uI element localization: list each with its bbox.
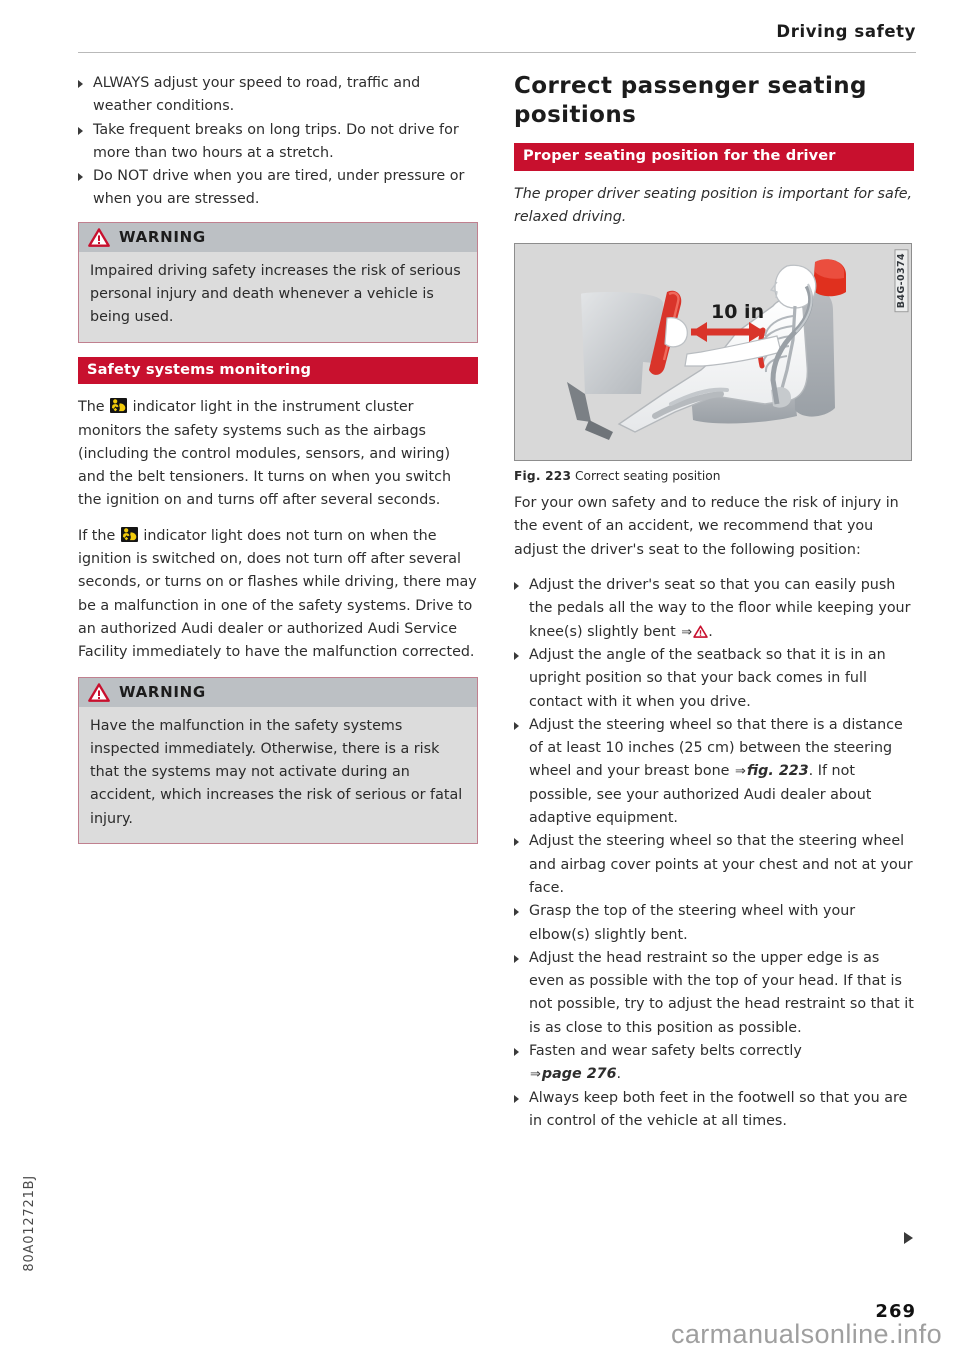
warning-triangle-icon	[693, 625, 708, 638]
bullet-triangle-icon	[514, 652, 519, 660]
paragraph-indicator-light-malfunction	[78, 525, 478, 665]
warning-triangle-icon	[88, 228, 110, 247]
list-item-text: Fasten and wear safety belts correctly	[529, 1043, 802, 1060]
reference-arrow-icon: ⇒	[530, 1067, 541, 1083]
list-item	[78, 119, 478, 166]
list-item	[514, 830, 914, 900]
list-item	[78, 165, 478, 212]
cross-reference-link[interactable]: page 276	[541, 1066, 617, 1083]
list-item-text: ALWAYS adjust your speed to road, traffic and weather conditions.	[93, 75, 421, 115]
list-item	[78, 72, 478, 119]
left-column	[78, 72, 478, 858]
list-item-text: Adjust the steering wheel so that the steering wheel and airbag cover points at your chest and not at your face.	[529, 833, 913, 896]
figure-caption-text: Correct seating position	[575, 469, 721, 484]
warning-triangle-icon	[88, 683, 110, 702]
list-item-tail: .	[708, 623, 713, 640]
page-title: Driving safety	[776, 22, 916, 41]
list-item	[514, 900, 914, 947]
site-watermark: carmanualsonline.info	[670, 1319, 942, 1349]
list-item-text: Take frequent breaks on long trips. Do not drive for more than two hours at a stretch.	[93, 121, 459, 161]
airbag-indicator-icon	[110, 398, 127, 413]
paragraph-text-end: indicator light does not turn on when the ignition is switched on, does not turn off after several seconds, or turns on or flashes while driving, there may be a malfunction in one of the safety systems. Drive to an authorized Audi dealer or authorized Audi Service Facility immediately to have the malfunction corrected.	[78, 527, 477, 661]
list-item-text: Adjust the steering wheel so that there is a distance of at least 10 inches (25 cm) between the steering wheel and your breast bone	[529, 716, 903, 780]
bullet-triangle-icon	[514, 1095, 519, 1103]
list-item-tail: . If not possible, see your authorized Audi dealer about adaptive equipment.	[529, 763, 872, 827]
warning-box-header	[79, 223, 477, 252]
seating-position-illustration	[515, 244, 911, 460]
paragraph-text-end: indicator light in the instrument cluster monitors the safety systems such as the airbags (including the control modules, sensors, and wiring) and the belt tensioners. It turns on when you switch the ignition on and turns off after several seconds.	[78, 399, 452, 509]
list-item-text: Adjust the head restraint so the upper edge is as even as possible with the top of your head. If that is not possible, try to adjust the head restraint so that it is as close to this position as possible.	[529, 949, 914, 1036]
list-item-text: Adjust the driver's seat so that you can easily push the pedals all the way to the floor while keeping your knee(s) slightly bent	[529, 577, 911, 640]
subhead-proper-seating-position: Proper seating position for the driver	[514, 143, 914, 171]
list-item	[514, 947, 914, 1040]
warning-box-title: WARNING	[119, 228, 206, 247]
bullet-triangle-icon	[514, 582, 519, 590]
bullet-triangle-icon	[514, 1048, 519, 1056]
warning-box-body: Impaired driving safety increases the risk of serious personal injury and death whenever a vehicle is being used.	[79, 252, 477, 342]
seating-adjustment-bullet-list	[514, 574, 914, 1133]
list-item	[514, 1087, 914, 1134]
figure-caption-label: Fig. 223	[514, 469, 572, 484]
intro-paragraph: The proper driver seating position is important for safe, relaxed driving.	[514, 185, 913, 225]
subhead-safety-systems-monitoring: Safety systems monitoring	[78, 357, 478, 385]
bullet-triangle-icon	[514, 955, 519, 963]
document-part-number: 80A012721BJ	[22, 1175, 37, 1272]
airbag-indicator-icon	[121, 527, 138, 542]
measurement-label: 10 in	[711, 301, 765, 324]
list-item-text: Do NOT drive when you are tired, under pressure or when you are stressed.	[93, 168, 465, 208]
continuation-arrow-icon	[904, 1232, 913, 1244]
reference-arrow-icon: ⇒	[681, 624, 693, 640]
driving-safety-bullet-list	[78, 72, 478, 212]
warning-box-title: WARNING	[119, 683, 206, 702]
list-item-text: Adjust the angle of the seatback so that it is in an upright position so that your back comes in full contact with it when you drive.	[529, 646, 886, 710]
paragraph-indicator-light-function	[78, 396, 478, 512]
figure-correct-seating-position	[514, 243, 914, 484]
bullet-triangle-icon	[514, 838, 519, 846]
warning-box-body: Have the malfunction in the safety systems inspected immediately. Otherwise, there is a risk that the systems may not activate during an accident, which increases the risk of serious or fatal injury.	[79, 707, 477, 843]
list-item-text: Grasp the top of the steering wheel with your elbow(s) slightly bent.	[529, 903, 856, 943]
warning-box-impaired-driving	[78, 222, 478, 343]
paragraph-text-start: The	[78, 399, 110, 416]
cross-reference-link[interactable]: fig. 223	[746, 763, 809, 780]
page-header	[78, 22, 916, 56]
warning-box-header	[79, 678, 477, 707]
lead-paragraph-seat-adjustment: For your own safety and to reduce the risk of injury in the event of an accident, we recommend that you adjust the driver's seat to the following position:	[514, 495, 899, 558]
bullet-triangle-icon	[78, 80, 83, 88]
list-item	[514, 1040, 914, 1087]
bullet-triangle-icon	[514, 722, 519, 730]
right-column	[514, 72, 914, 1133]
page-number: 269	[875, 1301, 916, 1322]
figure-code: B4G-0374	[895, 249, 909, 312]
header-divider	[78, 52, 916, 53]
list-item-tail: .	[616, 1066, 622, 1083]
list-item	[514, 574, 914, 644]
paragraph-text-start: If the	[78, 527, 120, 544]
list-item	[514, 714, 914, 830]
figure-caption	[514, 468, 914, 484]
reference-arrow-icon: ⇒	[735, 764, 746, 780]
warning-box-malfunction-inspection	[78, 677, 478, 844]
list-item-text: Always keep both feet in the footwell so that you are in control of the vehicle at all times.	[529, 1089, 908, 1129]
list-item	[514, 644, 914, 714]
bullet-triangle-icon	[78, 173, 83, 181]
section-title: Correct passenger seating positions	[514, 73, 867, 128]
figure-frame	[514, 243, 912, 461]
bullet-triangle-icon	[514, 908, 519, 916]
bullet-triangle-icon	[78, 127, 83, 135]
